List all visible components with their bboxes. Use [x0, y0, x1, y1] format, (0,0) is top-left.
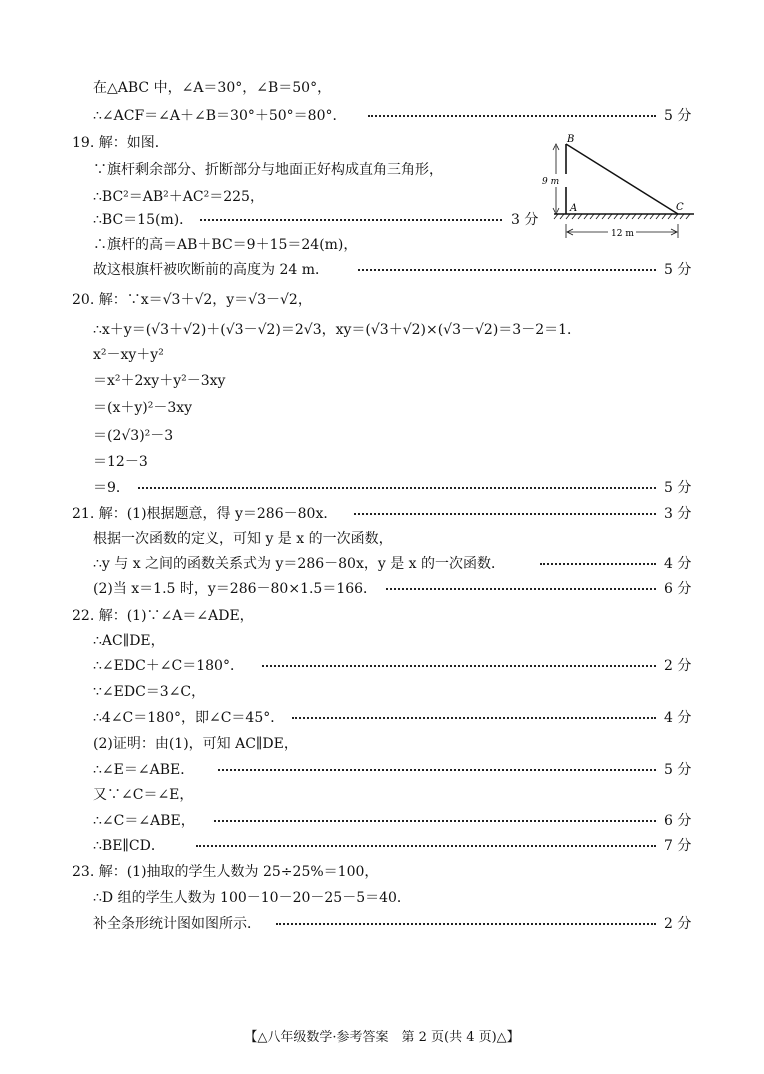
line-text: ＝x²＋2xy＋y²－3xy [93, 373, 226, 389]
leader-dots [200, 219, 502, 221]
line-text: ∴BC²＝AB²＋AC²＝225， [93, 189, 264, 205]
score: 2 分 [664, 916, 692, 932]
score: 2 分 [664, 658, 692, 674]
line-text: 19. 解：如图． [72, 135, 169, 151]
broken-part-bc [566, 144, 678, 214]
leader-dots [358, 269, 656, 271]
line-text: 补全条形统计图如图所示． [93, 916, 261, 932]
line-text: x²－xy＋y² [93, 347, 164, 363]
leader-dots [292, 717, 656, 719]
score: 5 分 [664, 108, 692, 124]
line-text: ∴AC∥DE， [93, 633, 165, 649]
line-text: ＝9． [93, 480, 130, 496]
line-text: 在△ABC 中，∠A＝30°，∠B＝50°， [93, 80, 332, 96]
leader-dots [368, 115, 656, 117]
leader-dots [214, 820, 656, 822]
line-text: 故这根旗杆被吹断前的高度为 24 m． [93, 262, 329, 278]
score: 7 分 [664, 838, 692, 854]
line-text: ∴∠EDC＋∠C＝180°． [93, 658, 244, 674]
label-a: A [570, 203, 578, 214]
leader-dots [276, 923, 656, 925]
line-text: ∴x＋y＝(√3＋√2)＋(√3－√2)＝2√3，xy＝(√3＋√2)×(√3－√2)＝3－2＝1． [93, 322, 582, 338]
line-text: ∴y 与 x 之间的函数关系式为 y＝286－80x，y 是 x 的一次函数． [93, 556, 506, 572]
flagpole-triangle-figure [536, 132, 696, 242]
leader-dots [218, 769, 656, 771]
line-text: (2)证明：由(1)，可知 AC∥DE， [93, 736, 298, 752]
line-text: ＝(x＋y)²－3xy [93, 400, 193, 416]
line-text: 20. 解：∵x＝√3＋√2，y＝√3－√2， [72, 292, 312, 308]
score: 5 分 [664, 480, 692, 496]
leader-dots [196, 845, 656, 847]
line-text: (2)当 x＝1.5 时，y＝286－80×1.5＝166． [93, 581, 378, 597]
line-text: ＝12－3 [93, 454, 148, 470]
leader-dots [386, 588, 656, 590]
label-c: C [676, 202, 684, 213]
line-text: ＝(2√3)²－3 [93, 428, 174, 444]
label-height: 9 m [542, 177, 560, 187]
line-text: ∴BC＝15(m)． [93, 212, 194, 228]
score: 6 分 [664, 813, 692, 829]
score: 3 分 [511, 212, 539, 228]
line-text: ∵∠EDC＝3∠C， [93, 684, 206, 700]
line-text: 又∵∠C＝∠E， [93, 787, 194, 803]
score: 5 分 [664, 262, 692, 278]
page-footer: 【△八年级数学·参考答案 第 2 页(共 4 页)△】 [244, 1030, 520, 1045]
line-text: ∴旗杆的高＝AB＋BC＝9＋15＝24(m)， [93, 237, 358, 253]
score: 4 分 [664, 556, 692, 572]
score: 4 分 [664, 710, 692, 726]
score: 3 分 [664, 506, 692, 522]
line-text: ∴∠C＝∠ABE， [93, 813, 195, 829]
line-text: 22. 解：(1)∵∠A＝∠ADE， [72, 608, 254, 624]
label-base: 12 m [611, 229, 634, 239]
label-b: B [567, 134, 575, 145]
leader-dots [540, 563, 656, 565]
line-text: ∴D 组的学生人数为 100－10－20－25－5＝40． [93, 890, 411, 906]
leader-dots [262, 665, 656, 667]
line-text: ∴BE∥CD． [93, 838, 165, 854]
line-text: ∴∠ACF＝∠A＋∠B＝30°＋50°＝80°． [93, 108, 347, 124]
line-text: ∴∠E＝∠ABE． [93, 762, 195, 778]
line-text: 23. 解：(1)抽取的学生人数为 25÷25%＝100， [72, 864, 379, 880]
line-text: ∵旗杆剩余部分、折断部分与地面正好构成直角三角形， [93, 162, 443, 178]
leader-dots [138, 487, 656, 489]
line-text: ∴4∠C＝180°，即∠C＝45°． [93, 710, 285, 726]
line-text: 21. 解：(1)根据题意，得 y＝286－80x． [72, 506, 338, 522]
leader-dots [354, 513, 656, 515]
line-text: 根据一次函数的定义，可知 y 是 x 的一次函数， [93, 531, 393, 547]
score: 5 分 [664, 762, 692, 778]
score: 6 分 [664, 581, 692, 597]
